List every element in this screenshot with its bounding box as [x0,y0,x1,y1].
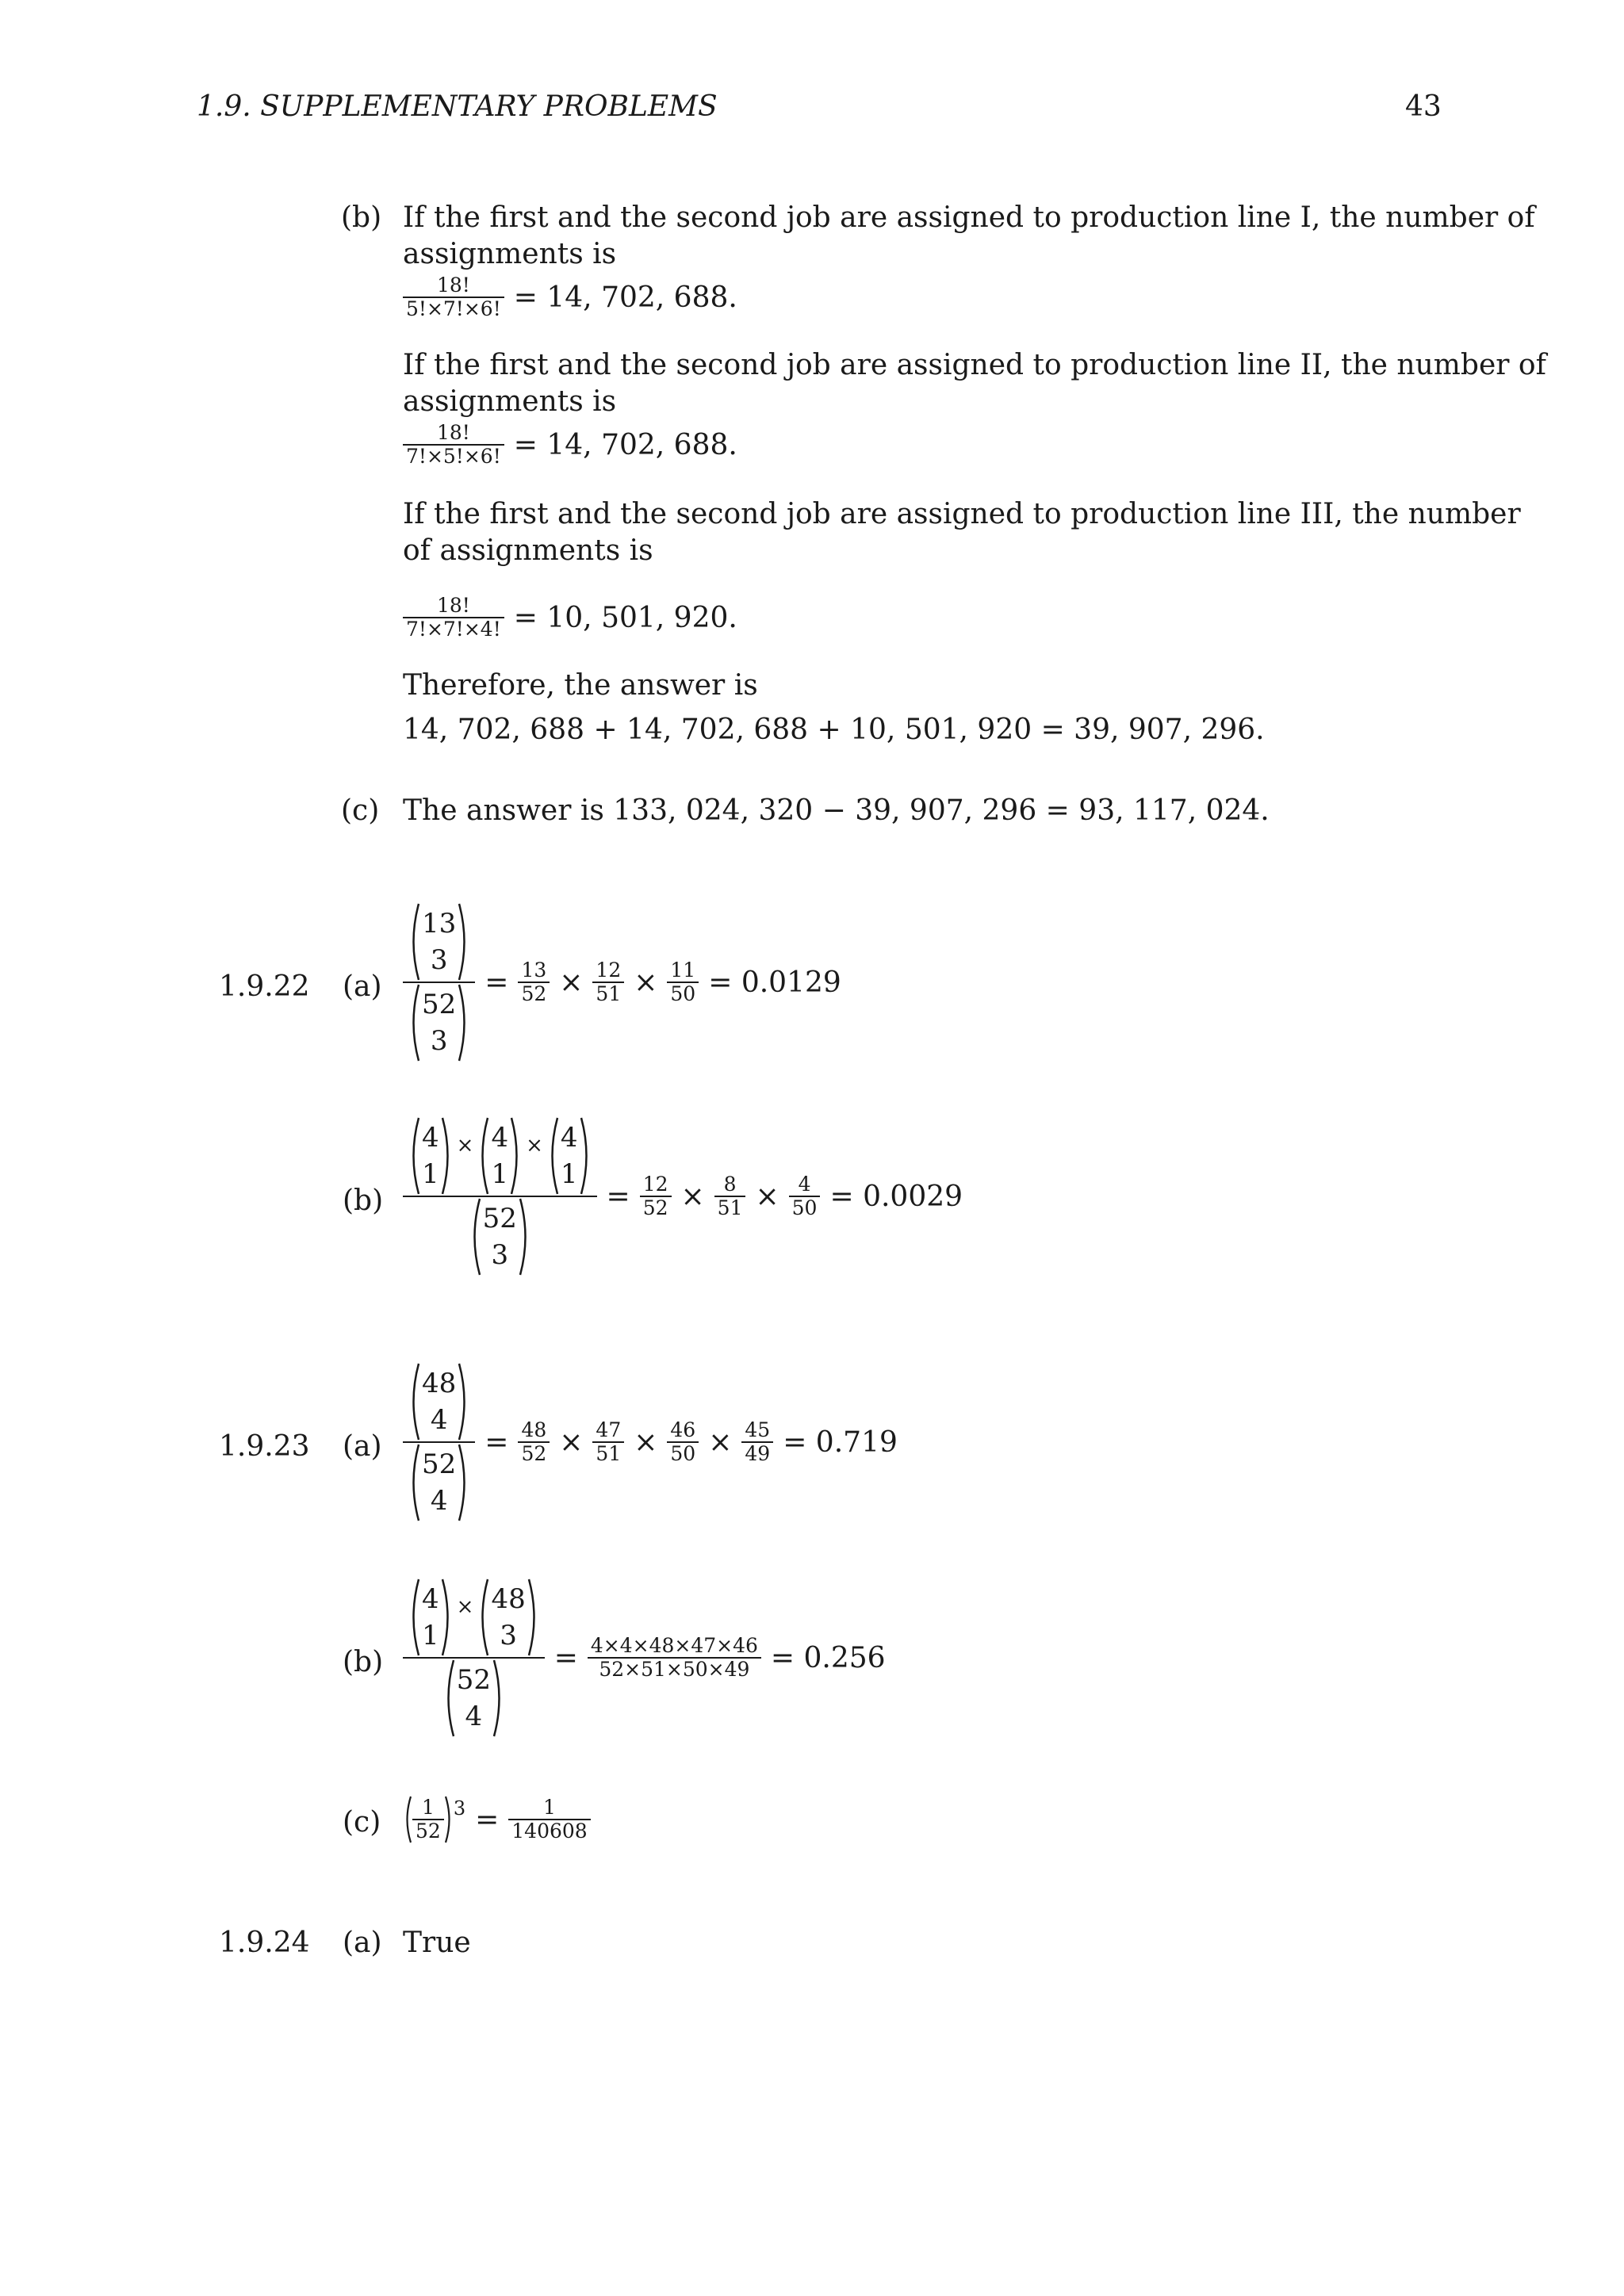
binomial [408,902,470,982]
left-paren [403,1795,412,1844]
numerator [403,902,475,982]
denominator [403,983,475,1062]
binom-k: 3 [500,1620,517,1651]
times-sign: × [526,1134,543,1158]
parenthesized-fraction [403,1795,454,1844]
binomial [408,983,470,1062]
binom-k: 4 [465,1701,483,1732]
binom-k: 4 [430,1404,448,1436]
right-paren [458,983,470,1062]
part-b-line1b: assignments is [403,238,617,270]
binom-n: 4 [560,1122,578,1154]
result: = 0.0129 [708,966,841,999]
right-paren [441,1116,454,1196]
fraction [508,1797,590,1843]
times-sign: × [559,966,584,999]
right-paren [510,1116,523,1196]
numerator: 46 [667,1419,699,1443]
denominator: 7!×5!×6! [406,445,501,468]
denominator: 49 [745,1442,771,1465]
denominator [403,1443,475,1522]
part-b-label: (b) [343,1646,384,1678]
denominator: 5!×7!×6! [406,297,501,320]
binomial [408,1443,470,1522]
binom-k: 3 [491,1239,509,1271]
result: = 14, 702, 688. [513,428,737,461]
binomial [477,1116,523,1196]
result: = 0.256 [770,1641,886,1674]
numerator [403,1362,475,1441]
numerator: 18! [403,274,504,298]
right-paren [458,1362,470,1441]
numerator: 12 [640,1173,672,1197]
binomial [469,1197,531,1276]
equation-line-ii [403,422,737,468]
numerator: 13 [518,959,550,983]
result: = 0.719 [783,1425,898,1459]
denominator [464,1197,536,1276]
times-sign: × [456,1134,474,1158]
binom-n: 13 [422,908,457,939]
left-paren [546,1116,559,1196]
binom-n: 52 [422,989,457,1020]
numerator: 48 [518,1419,550,1443]
binomial-fraction [403,1578,545,1738]
binom-n: 52 [422,1448,457,1480]
part-a-label: (a) [343,1927,382,1959]
part-a-label: (a) [343,970,382,1003]
denominator [438,1659,510,1738]
numerator: 12 [592,959,624,983]
equals-sign: = [485,966,509,999]
denominator: 51 [596,982,622,1005]
equals-sign: = [485,1425,509,1459]
binom-n: 4 [491,1122,509,1154]
left-paren [408,902,420,982]
denominator: 51 [596,1442,622,1465]
binom-n: 4 [422,1122,439,1154]
denominator: 140608 [511,1820,588,1843]
fraction [403,274,504,320]
part-b-label: (b) [343,1184,384,1217]
answer-text: True [403,1927,471,1959]
binom-n: 48 [422,1368,457,1399]
binom-k: 4 [430,1485,448,1517]
left-paren [442,1659,455,1738]
binomial [477,1578,539,1657]
result: = 0.0029 [829,1180,963,1213]
denominator: 52×51×50×49 [599,1658,750,1681]
left-paren [408,1578,420,1657]
fraction [741,1419,773,1465]
denominator: 7!×7!×4! [406,618,501,641]
binomial-fraction [403,1116,597,1276]
equation-1923b [403,1578,886,1738]
part-b-label: (b) [341,201,382,234]
right-paren [444,1795,454,1844]
fraction [518,959,550,1005]
numerator: 4×4×48×47×46 [588,1635,761,1659]
problem-number: 1.9.22 [219,970,310,1003]
fraction [403,422,504,468]
right-paren [492,1659,505,1738]
therefore-text: Therefore, the answer is [403,669,758,702]
equals-sign: = [606,1180,630,1213]
page-number: 43 [1405,90,1442,123]
denominator: 50 [791,1196,818,1219]
binomial [408,1362,470,1441]
numerator: 45 [741,1419,773,1443]
fraction [518,1419,550,1465]
right-paren [527,1578,540,1657]
equation-1923c [403,1795,591,1844]
right-paren [458,902,470,982]
numerator: 8 [714,1173,746,1197]
exponent: 3 [453,1797,466,1820]
numerator [403,1116,597,1196]
times-sign: × [559,1425,584,1459]
part-b-line3b: of assignments is [403,534,653,567]
binomial [408,1116,454,1196]
binom-n: 52 [482,1203,517,1234]
binom-k: 1 [422,1620,439,1651]
fraction [592,959,624,1005]
binom-n: 48 [491,1583,526,1615]
fraction [714,1173,746,1219]
binom-n: 52 [456,1664,491,1696]
binom-k: 1 [560,1158,578,1190]
result: = 10, 501, 920. [513,601,737,634]
sum-equation: 14, 702, 688 + 14, 702, 688 + 10, 501, 920 = 39, 907, 296. [403,714,1265,746]
binom-k: 1 [422,1158,439,1190]
part-b-line3: If the first and the second job are assigned to production line III, the number [403,498,1521,530]
part-c-text: The answer is 133, 024, 320 − 39, 907, 296 = 93, 117, 024. [403,794,1270,827]
right-paren [441,1578,454,1657]
times-sign: × [456,1595,474,1619]
right-paren [519,1197,531,1276]
fraction [667,959,699,1005]
right-paren [458,1443,470,1522]
fraction [403,595,504,641]
equation-1922b [403,1116,963,1276]
fraction [412,1797,444,1843]
denominator: 52 [416,1820,441,1843]
equation-1923a [403,1362,898,1522]
part-a-label: (a) [343,1430,382,1463]
times-sign: × [680,1180,705,1213]
times-sign: × [634,1425,658,1459]
times-sign: × [755,1180,779,1213]
equation-1922a [403,902,841,1062]
part-b-line2b: assignments is [403,385,617,418]
binom-k: 3 [430,1025,448,1057]
times-sign: × [708,1425,733,1459]
numerator: 18! [403,595,504,618]
part-b-line2: If the first and the second job are assigned to production line II, the number of [403,349,1546,381]
numerator: 4 [789,1173,821,1197]
left-paren [408,1116,420,1196]
denominator: 52 [521,1442,547,1465]
part-b-line1: If the first and the second job are assigned to production line I, the number of [403,201,1535,234]
binomial [442,1659,505,1738]
numerator [403,1578,545,1657]
fraction [592,1419,624,1465]
equals-sign: = [475,1803,500,1836]
times-sign: × [634,966,658,999]
binom-n: 4 [422,1583,439,1615]
left-paren [408,1443,420,1522]
numerator: 47 [592,1419,624,1443]
problem-number: 1.9.24 [219,1927,310,1959]
numerator: 18! [403,422,504,446]
denominator: 50 [670,982,696,1005]
binom-k: 1 [491,1158,509,1190]
fraction [789,1173,821,1219]
binomial [408,1578,454,1657]
left-paren [408,983,420,1062]
denominator: 52 [642,1196,668,1219]
binomial-fraction [403,1362,475,1522]
running-header: 1.9. SUPPLEMENTARY PROBLEMS [197,90,718,123]
right-paren [580,1116,592,1196]
problem-number: 1.9.23 [219,1430,310,1463]
result: = 14, 702, 688. [513,281,737,314]
left-paren [477,1578,489,1657]
part-c-label: (c) [341,794,380,827]
binom-k: 3 [430,944,448,976]
binomial [546,1116,592,1196]
numerator: 1 [412,1797,444,1820]
binomial-fraction [403,902,475,1062]
fraction [588,1635,761,1681]
left-paren [477,1116,489,1196]
numerator: 11 [667,959,699,983]
left-paren [408,1362,420,1441]
numerator: 1 [508,1797,590,1820]
fraction [640,1173,672,1219]
fraction [667,1419,699,1465]
left-paren [469,1197,481,1276]
denominator: 51 [717,1196,743,1219]
equals-sign: = [553,1641,578,1674]
denominator: 52 [521,982,547,1005]
denominator: 50 [670,1442,696,1465]
part-c-label: (c) [343,1806,381,1839]
equation-line-iii [403,595,737,641]
equation-line-i [403,274,737,320]
